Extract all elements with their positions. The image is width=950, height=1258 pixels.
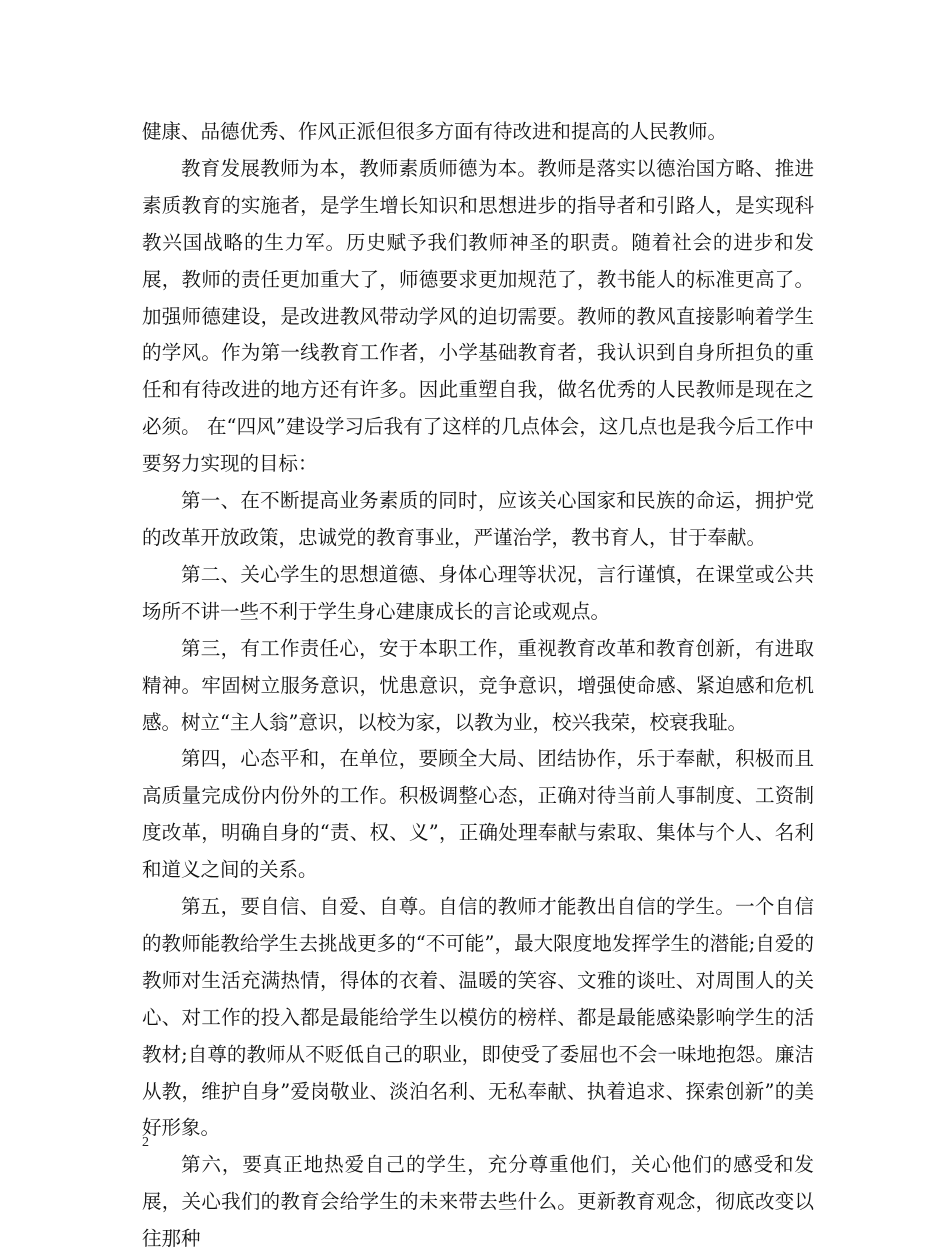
paragraph-point-six: 第六，要真正地热爱自己的学生，充分尊重他们，关心他们的感受和发展，关心我们的教育会给学生的未来带去些什么。更新教育观念，彻底改变以往那种 — [142, 1153, 814, 1251]
page-number: 2 — [142, 1135, 149, 1150]
paragraph-teacher-role: 教育发展教师为本，教师素质师德为本。教师是落实以德治国方略、推进素质教育的实施者，是学生增长知识和思想进步的指导者和引路人，是实现科教兴国战略的生力军。历史赋予我们教师神圣的职责。随着社会的进步和发展，教师的责任更加重大了，师德要求更加规范了，教书能人的标准更高了。加强师德建设，是改进教风带动学风的迫切需要。教师的教风直接影响着学生的学风。作为第一线教育工作者，小学基础教育者，我认识到自身所担负的重任和有待改进的地方还有许多。因此重塑自我，做名优秀的人民教师是现在之必须。 在“四风”建设学习后我有了这样的几点体会，这几点也是我今后工作中要努力实现的目标： — [142, 156, 814, 476]
paragraph-continuation: 健康、品德优秀、作风正派但很多方面有待改进和提高的人民教师。 — [142, 120, 728, 143]
paragraph-point-three: 第三，有工作责任心，安于本职工作，重视教育改革和教育创新，有进取精神。牢固树立服务意识，忧患意识，竞争意识，增强使命感、紧迫感和危机感。树立“主人翁”意识，以校为家，以教为业，校兴我荣，校衰我耻。 — [142, 636, 814, 734]
document-body — [142, 114, 814, 1258]
paragraph-point-one: 第一、在不断提高业务素质的同时，应该关心国家和民族的命运，拥护党的改革开放政策，忠诚党的教育事业，严谨治学，教书育人，甘于奉献。 — [142, 489, 814, 549]
paragraph-point-five: 第五，要自信、自爱、自尊。自信的教师才能教出自信的学生。一个自信的教师能教给学生去挑战更多的“不可能”，最大限度地发挥学生的潜能;自爱的教师对生活充满热情，得体的衣着、温暖的笑容、文雅的谈吐、对周围人的关心、对工作的投入都是最能给学生以模仿的榜样、都是最能感染影响学生的活教材;自尊的教师从不贬低自己的职业，即使受了委屈也不会一味地抱怨。廉洁从教，维护自身”爱岗敬业、淡泊名利、无私奉献、执着追求、探索创新”的美好形象。 — [142, 895, 814, 1140]
paragraph-point-four: 第四，心态平和，在单位，要顾全大局、团结协作，乐于奉献，积极而且高质量完成份内份外的工作。积极调整心态，正确对待当前人事制度、工资制度改革，明确自身的“责、权、义”，正确处理奉献与索取、集体与个人、名利和道义之间的关系。 — [142, 747, 814, 882]
paragraph-point-two: 第二、关心学生的思想道德、身体心理等状况，言行谨慎，在课堂或公共场所不讲一些不利于学生身心建康成长的言论或观点。 — [142, 562, 814, 623]
